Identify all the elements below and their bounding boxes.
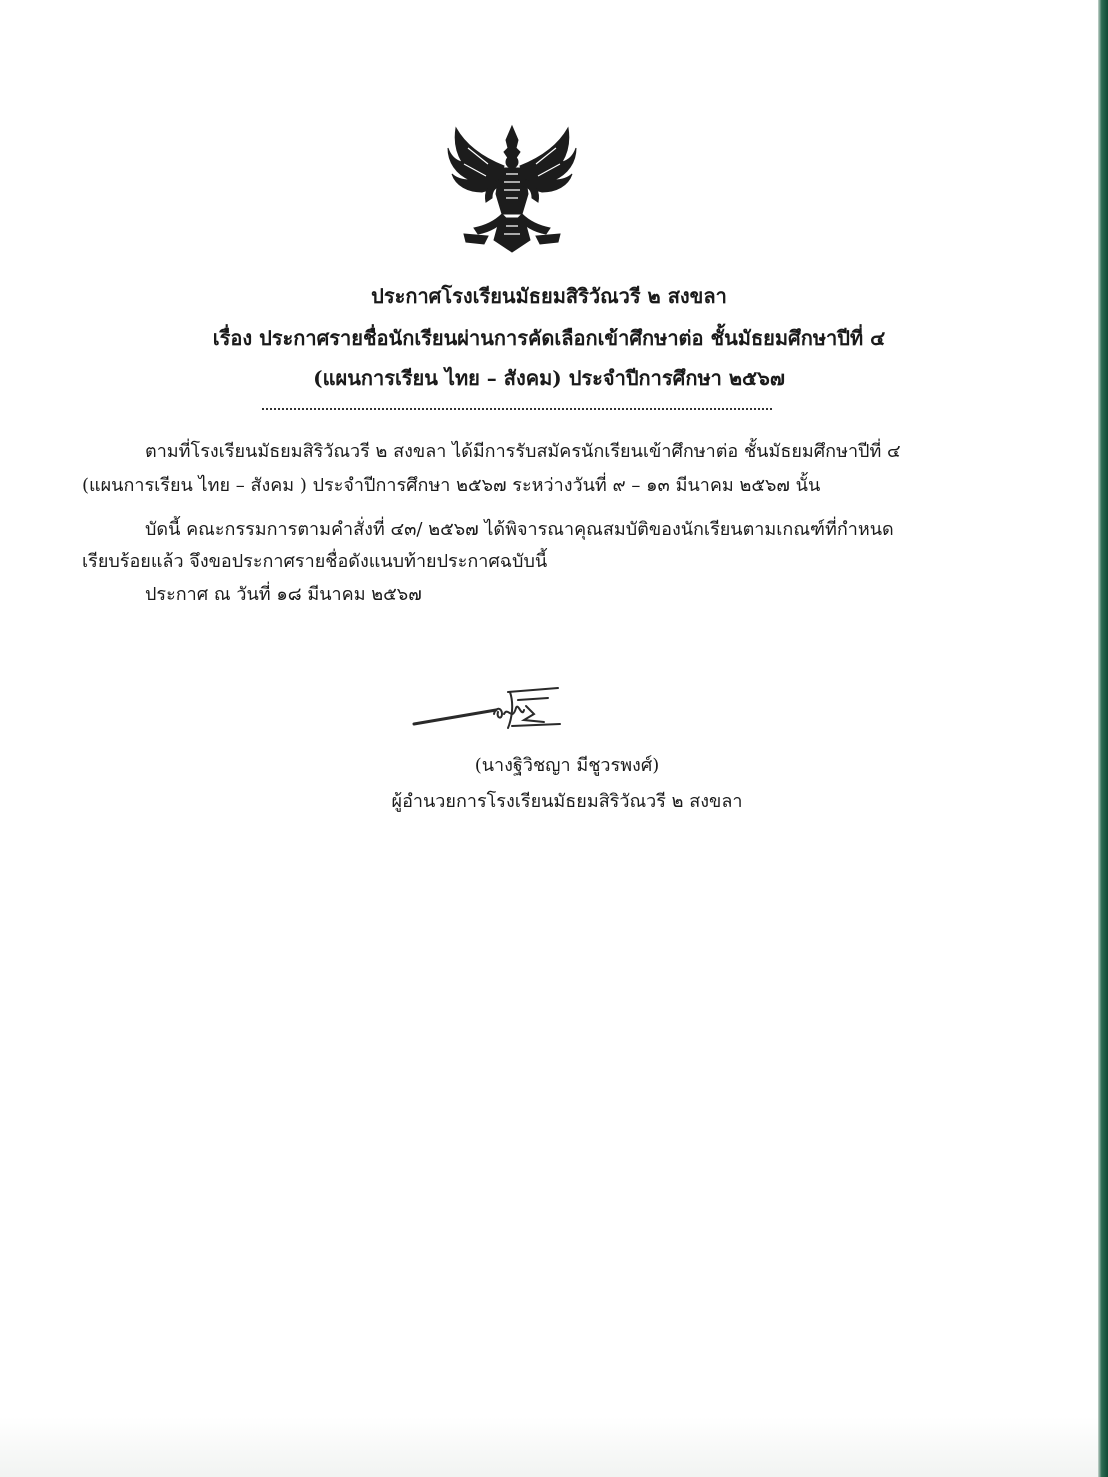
dotted-divider <box>262 408 772 410</box>
paragraph-1-line-2: (แผนการเรียน ไทย – สังคม ) ประจำปีการศึกษา ๒๕๖๗ ระหว่างวันที่ ๙ – ๑๓ มีนาคม ๒๕๖๗ นั้น <box>82 475 821 496</box>
paragraph-2-line-2: เรียบร้อยแล้ว จึงขอประกาศรายชื่อดังแนบท้ายประกาศฉบับนี้ <box>82 551 548 572</box>
page-edge-shadow <box>1098 0 1108 1477</box>
page-bottom-shade <box>0 1417 1098 1477</box>
announcement-subject: เรื่อง ประกาศรายชื่อนักเรียนผ่านการคัดเลือกเข้าศึกษาต่อ ชั้นมัธยมศึกษาปีที่ ๔ <box>212 326 886 350</box>
signer-name: (นางฐิวิชญา มีชูวรพงศ์) <box>474 755 660 776</box>
announcement-subject-detail: (แผนการเรียน ไทย – สังคม) ประจำปีการศึกษา ๒๕๖๗ <box>313 366 785 390</box>
handwritten-signature <box>410 684 570 736</box>
paragraph-1-line-1: ตามที่โรงเรียนมัธยมสิริวัณวรี ๒ สงขลา ได้มีการรับสมัครนักเรียนเข้าศึกษาต่อ ชั้นมัธยมศึกษาปีที่ ๔ <box>145 441 901 462</box>
announcement-title: ประกาศโรงเรียนมัธยมสิริวัณวรี ๒ สงขลา <box>371 284 727 308</box>
garuda-emblem-icon <box>444 118 580 258</box>
announcement-date: ประกาศ ณ วันที่ ๑๘ มีนาคม ๒๕๖๗ <box>145 584 422 605</box>
paragraph-2-line-1: บัดนี้ คณะกรรมการตามคำสั่งที่ ๔๓/ ๒๕๖๗ ได้พิจารณาคุณสมบัติของนักเรียนตามเกณฑ์ที่กำหนด <box>145 519 894 540</box>
signer-position: ผู้อำนวยการโรงเรียนมัธยมสิริวัณวรี ๒ สงขลา <box>391 791 743 812</box>
